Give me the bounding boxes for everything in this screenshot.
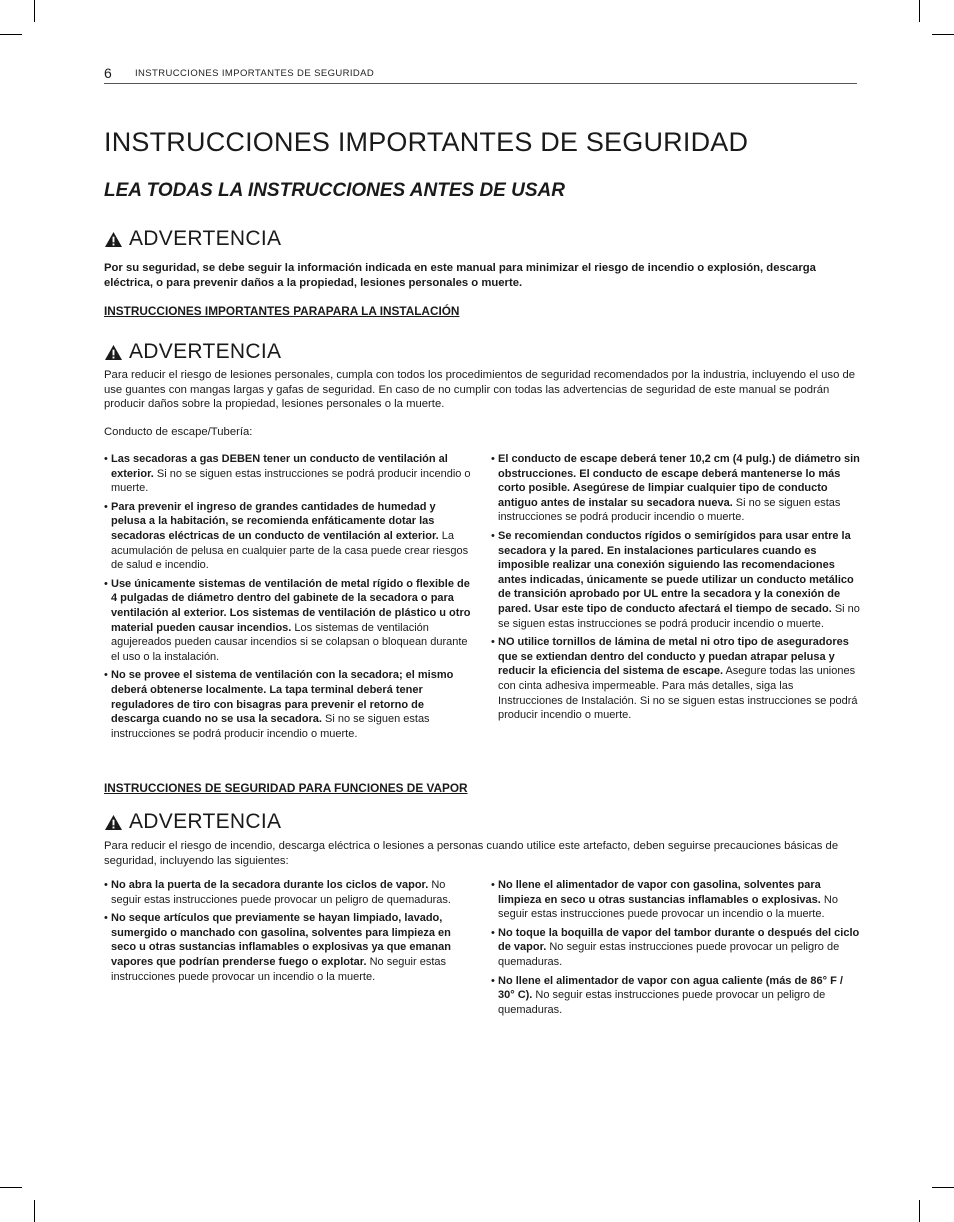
steam-intro: Para reducir el riesgo de incendio, descarga eléctrica o lesiones a personas cuando utilice este artefacto, deben seguirse precauciones básicas de seguridad, incluyendo las siguientes: <box>104 840 839 867</box>
warning-label: ADVERTENCIA <box>129 227 282 250</box>
list-item: • No llene el alimentador de vapor con agua caliente (más de 86° F / 30° C). No seguir estas instrucciones puede provocar un peligro de quemaduras. <box>491 974 861 1018</box>
installation-list-right <box>491 452 861 727</box>
crop-mark <box>919 0 920 22</box>
crop-mark <box>932 1187 954 1188</box>
page-subtitle: LEA TODAS LA INSTRUCCIONES ANTES DE USAR <box>104 180 565 201</box>
installation-heading: INSTRUCCIONES IMPORTANTES PARAPARA LA INSTALACIÓN <box>104 304 460 318</box>
list-item: • El conducto de escape deberá tener 10,2 cm (4 pulg.) de diámetro sin obstrucciones. El conducto de escape deberá mantenerse lo más corto posible. Asegúrese de limpiar cualquier tipo de conducto antiguo antes de instalar su secadora nueva. Si no se siguen estas instrucciones se podrá producir incendio o muerte. <box>491 452 861 525</box>
list-item: • Use únicamente sistemas de ventilación de metal rígido o flexible de 4 pulgadas de diámetro dentro del gabinete de la secadora o para ventilación al exterior. Los sistemas de ventilación de plástico u otro material pueden causar incendios. Los sistemas de ventilación agujereados pueden causar incendios si se colapsan o bloquean durante el uso o la instalación. <box>104 577 472 665</box>
warning-triangle-icon <box>104 231 123 248</box>
list-item: • Las secadoras a gas DEBEN tener un conducto de ventilación al exterior. Si no se siguen estas instrucciones se podrá producir incendio o muerte. <box>104 452 472 496</box>
duct-label: Conducto de escape/Tubería: <box>104 426 253 438</box>
warning-label: ADVERTENCIA <box>129 340 282 363</box>
page-title: INSTRUCCIONES IMPORTANTES DE SEGURIDAD <box>104 127 749 157</box>
running-title: INSTRUCCIONES IMPORTANTES DE SEGURIDAD <box>135 68 375 79</box>
crop-mark <box>0 34 22 35</box>
crop-mark <box>919 1200 920 1222</box>
list-item: • Para prevenir el ingreso de grandes cantidades de humedad y pelusa a la habitación, se recomienda enfáticamente dotar las secadoras eléctricas de un conducto de ventilación al exterior. La acumulación de pelusa en cualquier parte de la casa puede crear riesgos de salud e incendio. <box>104 500 472 573</box>
list-item: • Se recomiendan conductos rígidos o semirígidos para usar entre la secadora y la pared. En instalaciones particulares cuando es imposible realizar una conexión siguiendo las recomendaciones antes indicadas, únicamente se puede utilizar un conducto metálico de transición aprobado por UL entre la secadora y la conexión de pared. Usar este tipo de conducto afectará el tiempo de secado. Si no se siguen estas instrucciones se podrá producir incendio o muerte. <box>491 529 861 631</box>
list-item: • NO utilice tornillos de lámina de metal ni otro tipo de aseguradores que se extiendan dentro del conducto y puedan atrapar pelusa y reducir la eficiencia del sistema de escape. Asegure todas las uniones con cinta adhesiva impermeable. Para más detalles, siga las Instrucciones de Instalación. Si no se siguen estas instrucciones se podrá producir incendio o muerte. <box>491 635 861 723</box>
warning-heading <box>104 339 281 365</box>
crop-mark <box>34 1200 35 1222</box>
running-header <box>104 65 857 84</box>
warning-triangle-icon <box>104 344 123 361</box>
installation-list-left <box>104 452 472 745</box>
steam-list-right <box>491 878 861 1021</box>
warning-heading <box>104 226 281 252</box>
crop-mark <box>0 1187 22 1188</box>
steam-heading: INSTRUCCIONES DE SEGURIDAD PARA FUNCIONES DE VAPOR <box>104 781 468 795</box>
list-item: • No se provee el sistema de ventilación con la secadora; el mismo deberá obtenerse localmente. La tapa terminal deberá tener reguladores de tiro con bisagras para prevenir el retorno de descarga cuando no se usa la secadora. Si no se siguen estas instrucciones se podrá producir incendio o muerte. <box>104 668 472 741</box>
crop-mark <box>932 34 954 35</box>
crop-mark <box>34 0 35 22</box>
warning-text: Por su seguridad, se debe seguir la información indicada en este manual para minimizar el riesgo de incendio o explosión, descarga eléctrica, o para prevenir daños a la propiedad, lesiones personales o muerte. <box>104 262 816 289</box>
steam-list-left <box>104 878 472 988</box>
warning-label: ADVERTENCIA <box>129 810 282 833</box>
list-item: • No toque la boquilla de vapor del tambor durante o después del ciclo de vapor. No seguir estas instrucciones puede provocar un peligro de quemaduras. <box>491 926 861 970</box>
list-item: • No abra la puerta de la secadora durante los ciclos de vapor. No seguir estas instrucciones puede provocar un peligro de quemaduras. <box>104 878 472 907</box>
warning-triangle-icon <box>104 814 123 831</box>
list-item: • No llene el alimentador de vapor con gasolina, solventes para limpieza en seco u otras sustancias inflamables o explosivas. No seguir estas instrucciones puede provocar un incendio o la muerte. <box>491 878 861 922</box>
page-number: 6 <box>104 65 112 81</box>
installation-intro: Para reducir el riesgo de lesiones personales, cumpla con todos los procedimientos de seguridad recomendados por la industria, incluyendo el uso de use guantes con mangas largas y gafas de seguridad. En caso de no cumplir con todas las advertencias de seguridad de este manual se podrán producir daños sobre la propiedad, lesiones personales o la muerte. <box>104 369 856 410</box>
list-item: • No seque artículos que previamente se hayan limpiado, lavado, sumergido o manchado con gasolina, solventes para limpieza en seco u otras sustancias inflamables o explosivas ya que emanan vapores que podrían prenderse fuego o explotar. No seguir estas instrucciones puede provocar un incendio o la muerte. <box>104 911 472 984</box>
warning-heading <box>104 809 281 835</box>
